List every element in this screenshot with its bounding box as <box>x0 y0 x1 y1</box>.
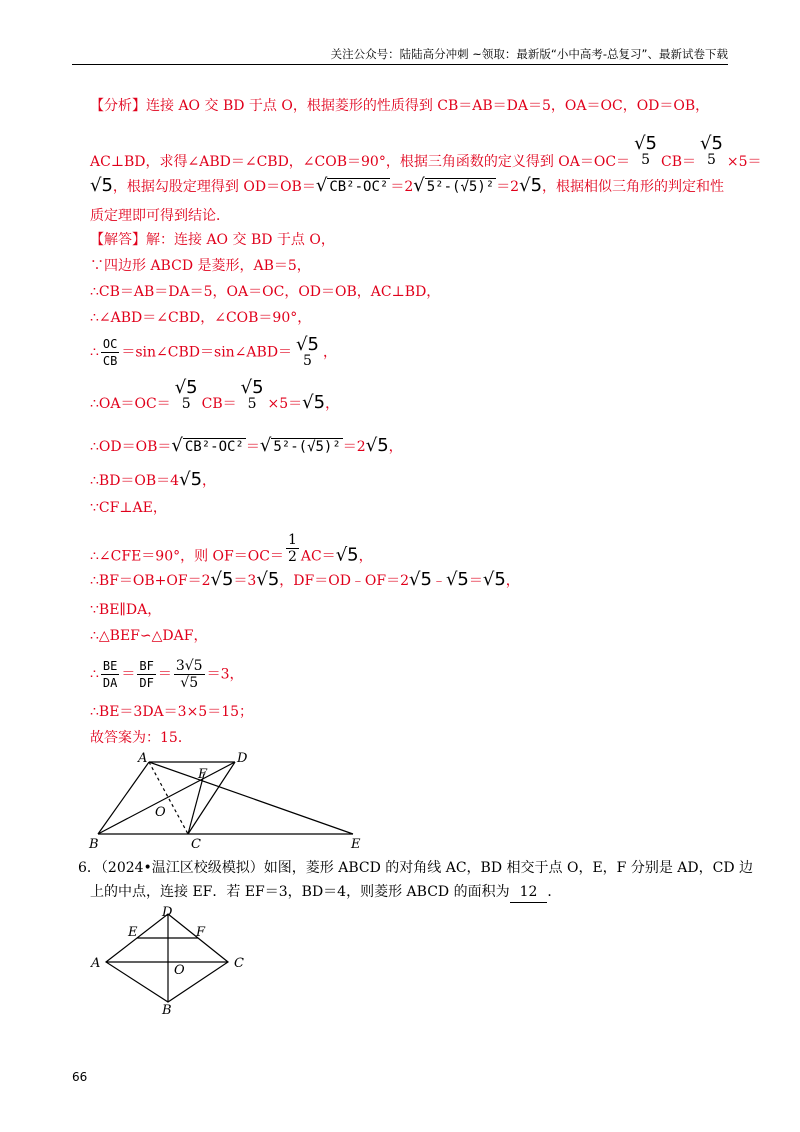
label-b: B <box>162 1003 172 1016</box>
sqrt-value: √5 <box>210 569 234 590</box>
sqrt-value: √5 <box>256 569 280 590</box>
fraction <box>286 532 299 565</box>
line-ab <box>98 762 149 834</box>
solution-line-12: ∵BE∥DA， <box>90 602 162 618</box>
fraction-num: BF <box>139 659 154 673</box>
page-number: 66 <box>72 1070 88 1084</box>
solution-line-13: ∴△BEF∽△DAF， <box>90 628 208 644</box>
analysis-text: ，根据勾股定理得到 OD＝OB＝ <box>112 179 316 195</box>
solution-text: ＝ <box>157 666 172 683</box>
punct: ， <box>388 439 403 455</box>
punct: ， <box>325 396 340 412</box>
sqrt-value: √5 <box>179 469 203 490</box>
punct: ， <box>322 344 337 361</box>
fraction-num: √5 <box>174 377 198 398</box>
solution-text: ×5＝ <box>267 396 303 412</box>
label-c: C <box>234 956 244 971</box>
sqrt-value: √5 <box>365 435 389 456</box>
label-c: C <box>191 837 201 852</box>
solution-text: ∴OA＝OC＝ <box>90 396 171 412</box>
solution-text: ＝ <box>468 573 483 589</box>
solution-text: ∴BD＝OB＝4 <box>90 473 180 489</box>
analysis-text: ×5＝ <box>726 154 762 170</box>
fraction-num: 3√5 <box>175 658 203 674</box>
line-bd <box>98 762 235 834</box>
fraction-num: √5 <box>634 133 657 154</box>
solution-text: ，DF＝OD﹣OF＝2 <box>279 573 410 589</box>
fraction-num: 1 <box>287 532 297 548</box>
fraction-den: √5 <box>180 675 199 691</box>
fraction-den: 2 <box>287 549 297 565</box>
sqrt-value: √5 <box>335 544 359 566</box>
label-f: F <box>198 767 208 782</box>
page-header <box>72 46 728 65</box>
sqrt-expression: 5²-(√5)² <box>426 179 495 195</box>
solution-text: ＝3 <box>233 573 257 589</box>
line-ac-dashed <box>149 762 188 834</box>
sqrt-value: √5 <box>445 569 469 590</box>
solution-text: ＝ <box>121 666 136 683</box>
sqrt-expression: CB²-OC² <box>184 439 244 455</box>
fraction <box>101 336 119 369</box>
fraction-num: OC <box>102 337 118 351</box>
sqrt-value: √5 <box>482 569 506 590</box>
solution-line-9: ∵CF⊥AE， <box>90 500 167 516</box>
analysis-line-4: 质定理即可得到结论． <box>90 208 230 224</box>
analysis-text: CB＝ <box>660 154 696 170</box>
label-o: O <box>155 805 166 820</box>
sqrt-value: √5 <box>90 175 113 196</box>
fraction <box>173 377 200 412</box>
label-e: E <box>128 925 138 940</box>
sqrt-value: √5 <box>409 569 432 590</box>
solution-text: ＝sin∠CBD＝sin∠ABD＝ <box>121 344 293 361</box>
solution-text: ＝2 <box>342 439 366 455</box>
solution-text: ＝3， <box>206 666 244 683</box>
fraction-den: 5 <box>181 396 191 412</box>
answer-blank: 12 <box>510 882 548 903</box>
problem-6-text: ． <box>547 884 562 900</box>
solution-line-2: ∵四边形 ABCD 是菱形，AB＝5， <box>90 258 311 274</box>
punct: ， <box>505 573 520 589</box>
fraction <box>239 377 266 412</box>
fraction-num: BE <box>102 659 118 673</box>
analysis-text: ＝2 <box>496 179 520 195</box>
sqrt-value: √5 <box>302 392 326 413</box>
solution-line-3: ∴CB＝AB＝DA＝5，OA＝OC，OD＝OB，AC⊥BD， <box>90 284 441 300</box>
label-a: A <box>138 751 148 766</box>
sqrt-value: √5 <box>519 175 543 196</box>
fraction-den: 5 <box>303 352 312 369</box>
fraction <box>137 658 155 691</box>
solution-text: ∴BF＝OB+OF＝2 <box>90 573 211 589</box>
punct: ， <box>358 548 373 565</box>
solution-line-8 <box>90 470 216 491</box>
analysis-line-2-text: AC⊥BD，求得∠ABD＝∠CBD，∠COB＝90°，根据三角函数的定义得到 OA＝OC＝ <box>90 154 631 170</box>
solution-line-7: ∴OD＝OB＝√ CB²-OC² ＝√ 5²-(√5)² ＝2√5， <box>90 435 403 456</box>
label-b: B <box>89 837 99 852</box>
solution-line-6 <box>90 377 340 420</box>
sqrt-expression: CB²-OC² <box>329 179 389 195</box>
fraction <box>101 658 119 691</box>
figure-parallelogram <box>85 748 375 854</box>
solution-text: AC＝ <box>300 548 336 565</box>
line-dc <box>188 762 235 834</box>
solution-line-16: 故答案为：15． <box>90 730 192 746</box>
problem-6-text: 上的中点，连接 EF．若 EF＝3，BD＝4，则菱形 ABCD 的面积为 <box>90 884 510 900</box>
solution-line-4: ∴∠ABD＝∠CBD，∠COB＝90°， <box>90 310 312 326</box>
solution-text: ∴OD＝OB＝ <box>90 439 172 455</box>
fraction-den: DF <box>139 676 154 690</box>
analysis-line-2 <box>90 133 762 178</box>
solution-line-14: ∴ $\frac{BE}{DA}$ ＝ $\frac{BF}{DF}$ ＝ $\frac{3√5}{√5}$ ＝3， <box>90 658 244 691</box>
label-o: O <box>174 963 185 978</box>
header-text: 关注公众号：陆陆高分冲刺 ~领取：最新版“小中高考-总复习”、最新试卷下载 <box>330 47 728 61</box>
analysis-line-1: 【分析】连接 AO 交 BD 于点 O，根据菱形的性质得到 CB＝AB＝DA＝5，OA＝OC，OD＝OB， <box>90 98 710 114</box>
sqrt-expression: 5²-(√5)² <box>273 439 341 455</box>
solution-text: CB＝ <box>201 396 237 412</box>
label-f: F <box>196 925 206 940</box>
fraction-den: 5 <box>247 396 257 412</box>
label-e: E <box>351 837 361 852</box>
rhombus-outline <box>106 914 228 1002</box>
fraction <box>294 333 321 369</box>
solution-text: ﹣ <box>431 573 446 589</box>
analysis-text: ，根据相似三角形的判定和性 <box>542 179 725 195</box>
solution-text: ∴∠CFE＝90°，则 OF＝OC＝ <box>90 548 284 565</box>
fraction <box>174 658 205 691</box>
fraction-den: DA <box>102 676 118 690</box>
solution-line-11 <box>90 570 520 591</box>
fraction-den: 5 <box>641 152 650 168</box>
figure-rhombus <box>88 904 258 1016</box>
label-a: A <box>91 956 101 971</box>
fraction <box>698 133 725 168</box>
analysis-line-3: √5，根据勾股定理得到 OD＝OB＝√ CB²-OC² ＝2√ 5²-(√5)² ＝2√5，根据相似三角形的判定和性 <box>90 175 725 196</box>
analysis-text: ＝2 <box>390 179 414 195</box>
label-d: D <box>162 905 173 920</box>
punct: ， <box>202 473 217 489</box>
fraction <box>632 133 659 168</box>
line-ae <box>149 762 353 834</box>
fraction-num: √5 <box>296 333 319 355</box>
problem-6-line-1: 6．（2024•温江区校级模拟）如图，菱形 ABCD 的对角线 AC，BD 相交于点 O，E，F 分别是 AD，CD 边 <box>78 860 754 876</box>
solution-line-5: ∴ $\frac{OC}{CB}$ ＝sin∠CBD＝sin∠ABD＝ √5 5 ， <box>90 333 337 369</box>
fraction-den: CB <box>102 354 118 368</box>
solution-line-1: 【解答】解：连接 AO 交 BD 于点 O， <box>90 232 335 248</box>
fraction-num: √5 <box>240 377 264 398</box>
fraction-den: 5 <box>706 152 716 168</box>
fraction-num: √5 <box>699 133 723 154</box>
solution-line-15: ∴BE＝3DA＝3×5＝15； <box>90 704 254 720</box>
problem-6-line-2 <box>90 882 561 903</box>
label-d: D <box>237 751 248 766</box>
